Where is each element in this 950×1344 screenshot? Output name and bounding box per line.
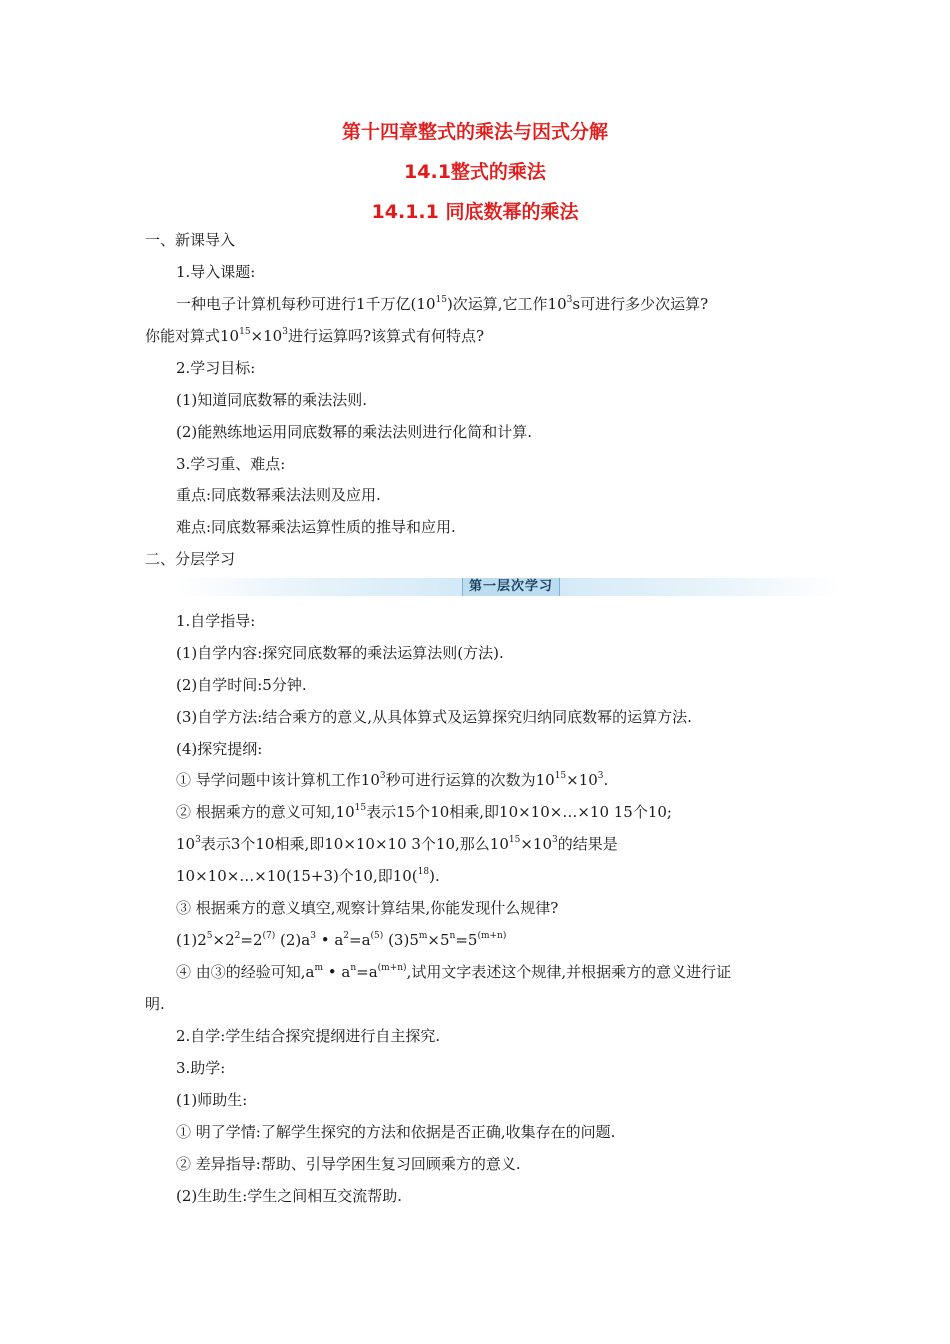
outline-question-4-line2: 明.	[145, 995, 165, 1013]
student-helps-student: (2)生助生:学生之间相互交流帮助.	[176, 1187, 403, 1205]
outline-question-4-line1: ④ 由③的经验可知$,a^m$ • $a^n=a^{(m+n)}$,试用文字表述这个规律,并根据乘方的意义进行证	[176, 963, 732, 981]
guide-time: (2)自学时间:5分钟.	[176, 676, 307, 694]
title-block	[0, 112, 950, 232]
paragraph-intro-line2: 你能对算式$10^{15}\times 10^3$进行运算吗?该算式有何特点?	[145, 327, 485, 345]
teacher-helps-student: (1)师助生:	[176, 1091, 248, 1109]
guide-content: (1)自学内容:探究同底数幂的乘法运算法则(方法).	[176, 644, 504, 662]
item-intro-topic: 1.导入课题:	[176, 263, 256, 281]
guide-method: (3)自学方法:结合乘方的意义,从具体算式及运算探究归纳同底数幂的运算方法.	[176, 708, 692, 726]
teacher-help-point-2: ② 差异指导:帮助、引导学困生复习回顾乘方的意义.	[176, 1155, 521, 1173]
level-one-banner	[176, 578, 840, 596]
outline-question-2-line1: ② 根据乘方的意义可知$,10^{15}$表示15个10相乘,即10×10×…×10 15个10;	[176, 803, 672, 821]
goal-item-1: (1)知道同底数幂的乘法法则.	[176, 391, 368, 409]
outline-question-3: ③ 根据乘方的意义填空,观察计算结果,你能发现什么规律?	[176, 899, 559, 917]
key-point: 重点:同底数幂乘法法则及应用.	[176, 486, 381, 504]
item-self-study: 2.自学:学生结合探究提纲进行自主探究.	[176, 1027, 441, 1045]
item-assisted-study: 3.助学:	[176, 1059, 226, 1077]
section-title: 14.1整式的乘法	[404, 161, 546, 183]
guide-outline: (4)探究提纲:	[176, 740, 263, 758]
difficult-point: 难点:同底数幂乘法运算性质的推导和应用.	[176, 518, 456, 536]
item-self-study-guide: 1.自学指导:	[176, 612, 256, 630]
subsection-title: 14.1.1 同底数幂的乘法	[371, 201, 579, 223]
outline-question-2-line3: 10×10×…×10(15+3)个10,即10($^{18}$).	[176, 867, 440, 885]
chapter-title: 第十四章整式的乘法与因式分解	[341, 121, 608, 143]
paragraph-intro-line1: 一种电子计算机每秒可进行1千万亿$(10^{15})$次运算,它工作$10^3s$可进行多少次运算?	[176, 295, 709, 313]
item-learning-goals: 2.学习目标:	[176, 359, 256, 377]
banner-label: 第一层次学习	[462, 578, 560, 596]
heading-layered-learning: 二、分层学习	[145, 550, 236, 568]
outline-question-1: ① 导学问题中该计算机工作$10^3$秒可进行运算的次数为$10^{15}\times 10^3$.	[176, 771, 609, 789]
goal-item-2: (2)能熟练地运用同底数幂的乘法法则进行化简和计算.	[176, 423, 533, 441]
outline-question-3-exercises: $(1)2^5\times 2^2=2^{(7)}$ $(2)a^3$ • $a^2=a^{(5)}$ $(3)5^m\times 5^n=5^{(m+n)}$	[176, 931, 507, 949]
teacher-help-point-1: ① 明了学情:了解学生探究的方法和依据是否正确,收集存在的问题.	[176, 1123, 616, 1141]
outline-question-2-line2: $10^3$表示3个10相乘,即10×10×10 3个10,那么$10^{15}\times 10^3$的结果是	[176, 835, 618, 853]
item-key-points: 3.学习重、难点:	[176, 455, 286, 473]
heading-new-lesson: 一、新课导入	[145, 231, 236, 249]
